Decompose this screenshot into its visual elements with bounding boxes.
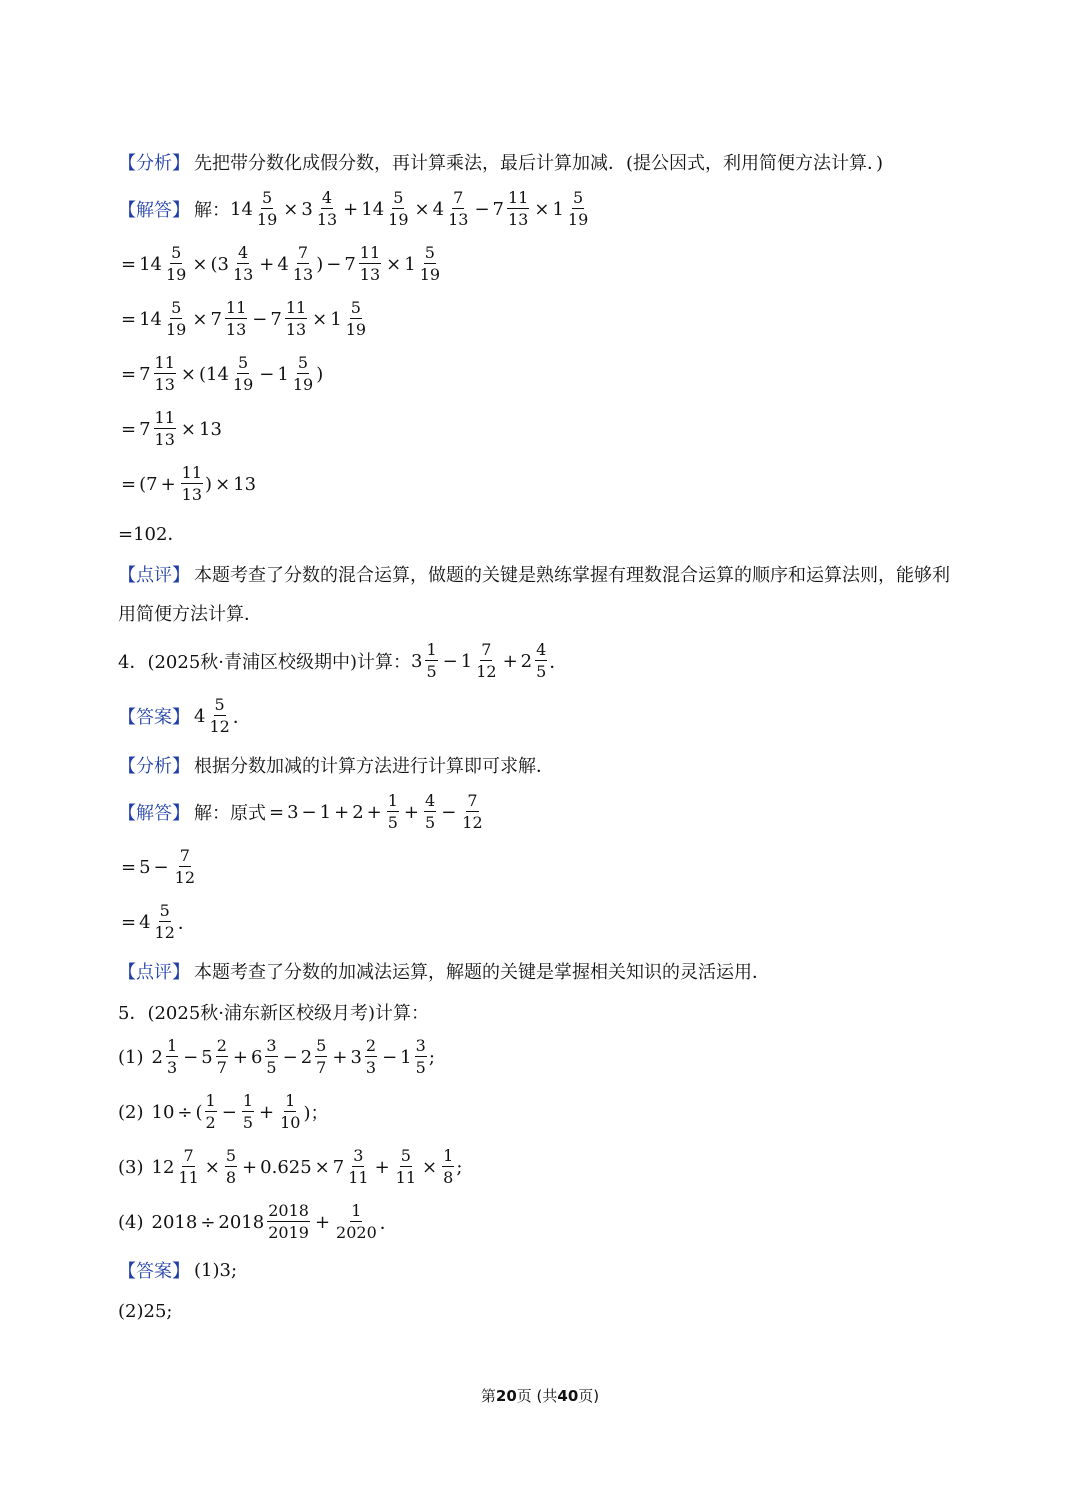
q5-header: 5．(2025秋·浦东新区校级月考)计算： <box>118 1003 430 1024</box>
q3-solution-prefix: 解： <box>194 200 230 221</box>
q4-analysis: 【分析】 根据分数加减的计算方法进行计算即可求解． <box>118 756 554 777</box>
q4-step-1: = 5 − $\frac{7}{12}$ <box>121 846 195 887</box>
q5-answer-1: 【答案】 (1)3; <box>118 1259 238 1282</box>
solution-tag: 【解答】 <box>118 200 190 221</box>
q3-comment-line1: 【点评】 本题考查了分数的混合运算，做题的关键是熟练掌握有理数混合运算的顺序和运算法则，能够利 <box>118 547 950 601</box>
q4-expr: 3 $\frac{1}{5}$ − 1 $\frac{7}{12}$ + 2 $\frac{4}{5}$ ． <box>411 640 568 681</box>
q3-solution-start <box>118 182 591 236</box>
q3-step-2: = 14 $\frac{5}{19}$ × 7 $\frac{11}{13}$ − 7 $\frac{11}{13}$ × 1 $\frac{5}{19}$ <box>121 298 367 339</box>
q4-step-2: = 4 $\frac{5}{12}$ ． <box>121 901 196 942</box>
q4-header: 4．(2025秋·青浦区校级期中)计算： 3 $\frac{1}{5}$ − 1 $\frac{7}{12}$ + 2 $\frac{4}{5}$ ． <box>118 640 568 681</box>
comment-tag: 【点评】 <box>118 565 190 586</box>
q4-comment: 【点评】 本题考查了分数的加减法运算，解题的关键是掌握相关知识的灵活运用． <box>118 962 770 983</box>
q3-step-3: = 7 $\frac{11}{13}$ × ( 14 $\frac{5}{19}$ − 1 $\frac{5}{19}$ ) <box>121 353 324 394</box>
q3-comment-line2: 用简便方法计算． <box>118 604 262 625</box>
q5-part-3: (3) 12 $\frac{7}{11}$ × $\frac{5}{8}$ + 0.625 × 7 $\frac{3}{11}$ + $\frac{5}{11}$ × $\frac{1}{8}$ ; <box>118 1146 463 1187</box>
q4-answer: 【答案】 4 $\frac{5}{12}$ ． <box>118 695 251 736</box>
page-footer: 第20页 (共40页) <box>480 1387 600 1405</box>
q5-part-4: (4) 2018 ÷ 2018 $\frac{2018}{2019}$ + $\frac{1}{2020}$ ． <box>118 1201 398 1242</box>
q3-analysis-text: 先把带分数化成假分数，再计算乘法，最后计算加减．(提公因式，利用简便方法计算．) <box>194 153 884 174</box>
current-page: 20 <box>495 1387 517 1405</box>
q3-result: =102． <box>118 524 186 545</box>
q4-solution: 【解答】 解：原式 = 3 − 1 + 2 + $\frac{1}{5}$ + $\frac{4}{5}$ − $\frac{7}{12}$ <box>118 791 483 832</box>
q3-step-4: = 7 $\frac{11}{13}$ × 13 <box>121 408 222 449</box>
q3-analysis-line <box>118 135 883 189</box>
q3-step-1: = 14 $\frac{5}{19}$ × ( 3 $\frac{4}{13}$ + 4 $\frac{7}{13}$ ) − 7 $\frac{11}{13}$ × 1 $\frac{5}{19}$ <box>121 243 441 284</box>
q5-answer-2: (2)25; <box>118 1300 173 1322</box>
q5-part-2: (2) 10 ÷ ( $\frac{1}{2}$ − $\frac{1}{5}$ + $\frac{1}{10}$ )； <box>118 1091 329 1132</box>
q5-part-1: (1) 2 $\frac{1}{3}$ − 5 $\frac{2}{7}$ + 6 $\frac{3}{5}$ − 2 $\frac{5}{7}$ + 3 $\frac{2}{3}$ − 1 $\frac{3}{5}$ ; <box>118 1036 435 1077</box>
q3-expr-0: 14 $\frac{5}{19}$ × 3 $\frac{4}{13}$ + 14 $\frac{5}{19}$ × 4 $\frac{7}{13}$ − 7 $\frac{11}{13}$ × 1 $\frac{5}{19}$ <box>230 188 589 229</box>
q3-step-5: = (7 + $\frac{11}{13}$ ) × 13 <box>121 463 257 504</box>
total-pages: 40 <box>557 1387 579 1405</box>
analysis-tag: 【分析】 <box>118 153 190 174</box>
